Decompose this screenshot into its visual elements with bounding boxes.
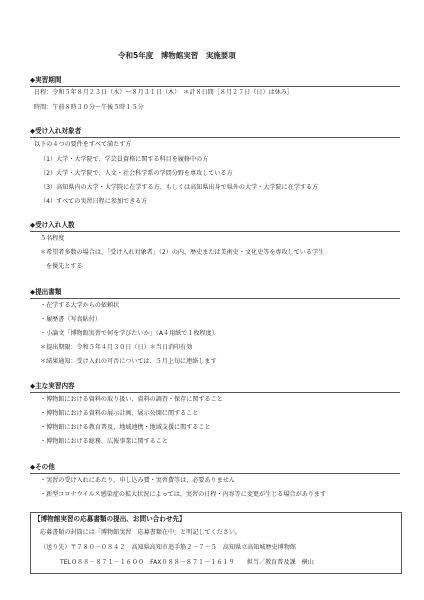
capacity-note-cont: を優先とする — [46, 263, 83, 270]
content-item: ・博物館における資料の展示計画、展示公開に関すること — [40, 410, 199, 417]
period-dates: 日程：令和５年８月２３日（水）～８月３１日（木） ＊計８日間［８月２７日（日）は休み］ — [34, 89, 293, 96]
result-note: ＊結果通知：受け入れの可否については、５月上旬に連絡します — [40, 358, 217, 365]
contact-heading: 【博物館実習の応募書類の提出、お問い合わせ先】 — [34, 515, 186, 523]
capacity-count: ５名程度 — [40, 235, 65, 242]
content-item: ・博物館における総務、広報事業に関すること — [40, 438, 168, 445]
eligibility-item: （3）高知県内の大学・大学院に在学する方、もしくは高知県出身で県外の大学・大学院に在学する方 — [40, 184, 319, 191]
deadline-note: ＊提出期限：令和５年４月３０日（日）＊当日消印有効 — [40, 344, 193, 351]
divider — [30, 137, 400, 138]
section-heading-period: ◆実習期間 — [30, 76, 62, 84]
document-item: ・小論文「博物館実習で何を学びたいか」（A４用紙で１枚程度） — [40, 330, 218, 337]
divider — [30, 473, 400, 474]
contact-envelope-note: 応募書類の封筒には「博物館実習 応募書類在中」と明記してください。 — [40, 529, 242, 536]
other-item: ・新型コロナウイルス感染症の拡大状況によっては、実習の日程・内容等に変更が生じる場合があります — [40, 491, 327, 498]
divider — [30, 298, 400, 299]
section-heading-content: ◆主な実習内容 — [30, 382, 75, 390]
document-title: 令和5年度 博物館実習 実施要項 — [118, 51, 236, 60]
document-item: ・履歴書（写真貼付） — [40, 316, 101, 323]
divider — [30, 86, 400, 87]
content-item: ・博物館における資料の取り扱い、資料の調査・保存に関すること — [40, 396, 223, 403]
contact-phone: TEL０８８－８７１－１６００ FAX０８８－８７１－１６１９ 担当／教育普及課 横山 — [60, 559, 314, 566]
eligibility-item: （4）すべての実習日程に参加できる方 — [40, 198, 148, 205]
eligibility-intro: 以下の４つの要件をすべて満たす方 — [34, 141, 132, 148]
divider — [30, 392, 400, 393]
eligibility-item: （1）大学・大学院で、学芸員資格に関する科目を履修中の方 — [40, 156, 209, 163]
contact-address: （送り先）〒７８０－０８４２ 高知県高知市追手筋２－７－５ 高知県立高知城歴史博物館 — [40, 544, 296, 551]
section-heading-other: ◆その他 — [30, 463, 55, 471]
section-heading-eligibility: ◆受け入れ対象者 — [30, 127, 82, 135]
eligibility-item: （2）大学・大学院で、人文・社会科学系の学問分野を専攻している方 — [40, 170, 233, 177]
section-heading-documents: ◆提出書類 — [30, 288, 62, 296]
content-item: ・博物館における教育普及、地域連携・地域支援に関すること — [40, 424, 211, 431]
other-item: ・実習の受け入れにあたり、申し込み費・実習費等は、必要ありません — [40, 477, 235, 484]
section-heading-capacity: ◆受け入れ人数 — [30, 221, 75, 229]
period-times: 時間：午前８時３０分～午後５時１５分 — [34, 104, 144, 111]
document-item: ・在学する大学からの依頼状 — [40, 302, 120, 309]
capacity-note: ＊希望者多数の場合は、「受け入れ対象者」（2）の内、歴史または美術史・文化史等を専攻している学生 — [40, 249, 325, 256]
divider — [30, 231, 400, 232]
